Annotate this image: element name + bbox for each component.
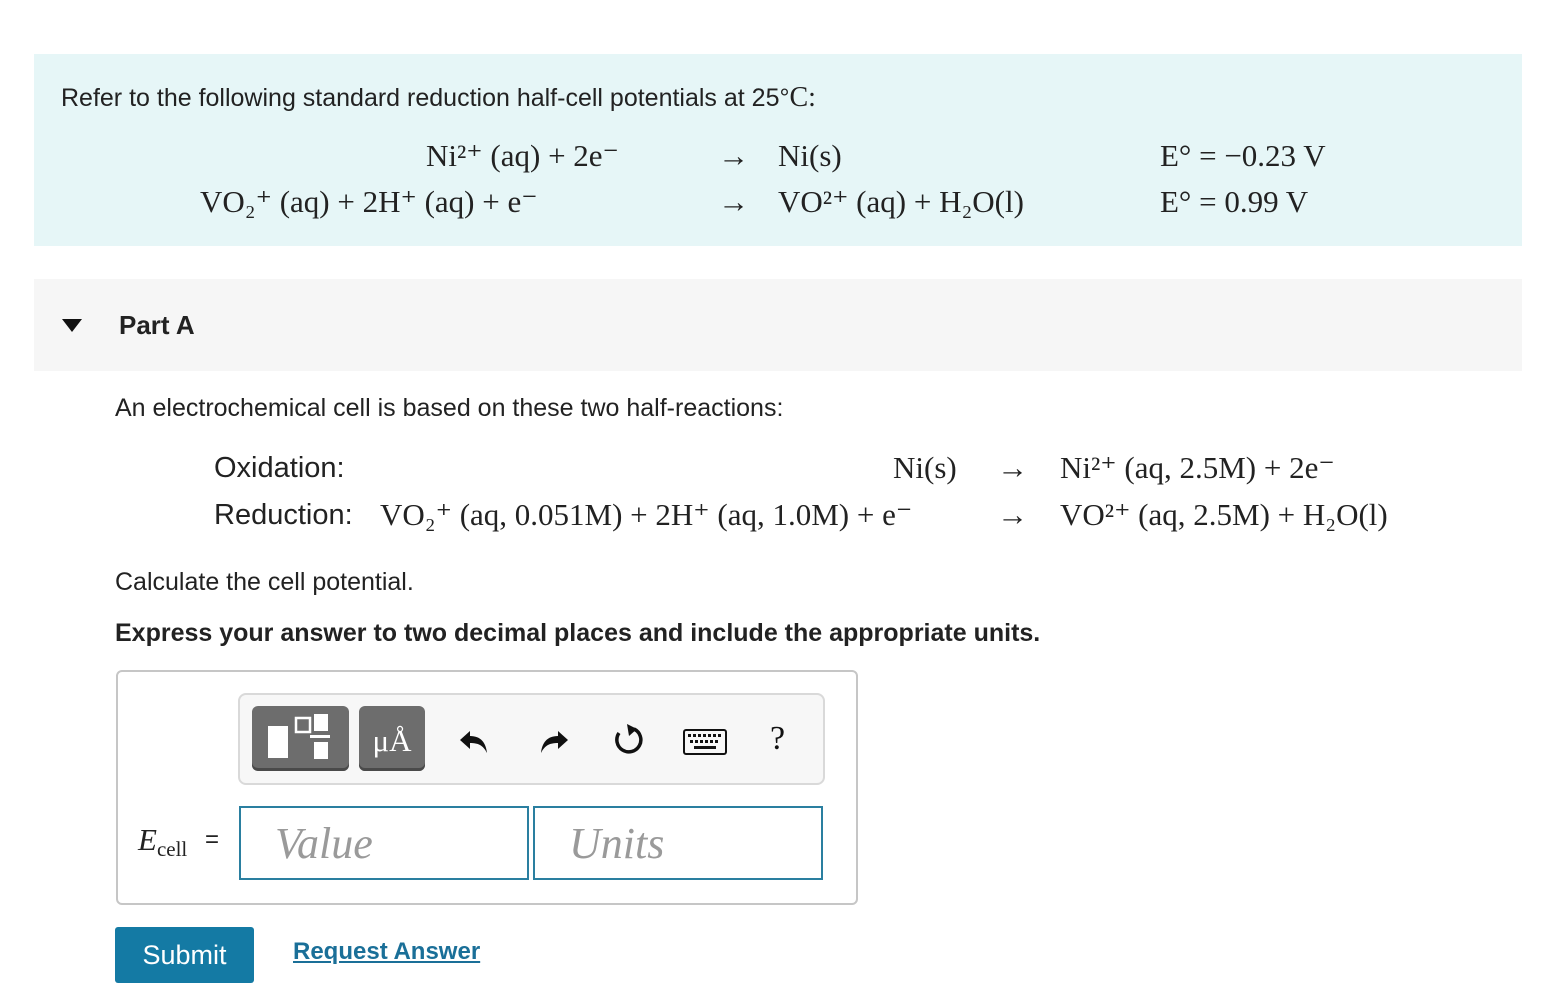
undo-icon[interactable] — [456, 722, 492, 758]
reaction-1-products: Ni(s) — [778, 138, 842, 173]
value-input[interactable] — [239, 806, 529, 880]
request-answer-link[interactable]: Request Answer — [293, 938, 481, 965]
oxidation-label: Oxidation: — [214, 452, 345, 484]
part-header[interactable] — [34, 279, 1522, 371]
reduction-product: VO²⁺ (aq, 2.5M) + H₂O(l) — [1060, 497, 1388, 532]
reset-icon[interactable] — [610, 722, 646, 758]
units-button-label: μÅ — [372, 723, 412, 758]
redo-icon[interactable] — [536, 722, 572, 758]
cell-description: An electrochemical cell is based on these two half-reactions: — [115, 394, 784, 422]
reaction-1-arrow: → — [718, 138, 749, 173]
oxidation-product: Ni²⁺ (aq, 2.5M) + 2e⁻ — [1060, 450, 1335, 485]
ecell-label: Ecell = — [138, 822, 220, 861]
units-input[interactable] — [533, 806, 823, 880]
oxidation-arrow: → — [997, 450, 1028, 485]
fraction-template-icon — [252, 706, 349, 771]
part-title: Part A — [119, 310, 195, 340]
templates-button[interactable] — [252, 706, 349, 771]
answer-instructions: Express your answer to two decimal places and include the appropriate units. — [115, 619, 1041, 647]
reaction-2-potential: E° = 0.99 V — [1160, 184, 1309, 219]
reduction-arrow: → — [997, 497, 1028, 532]
reaction-1-reactants: Ni²⁺ (aq) + 2e⁻ — [426, 138, 619, 173]
reaction-2-products: VO²⁺ (aq) + H₂O(l) — [778, 184, 1024, 219]
reduction-reactant: VO₂⁺ (aq, 0.051M) + 2H⁺ (aq, 1.0M) + e⁻ — [380, 497, 913, 532]
reaction-2-arrow: → — [718, 184, 749, 219]
intro-text: Refer to the following standard reduction half-cell potentials at 25°C: — [61, 82, 816, 113]
question-prompt: Calculate the cell potential. — [115, 568, 414, 596]
keyboard-icon[interactable] — [683, 729, 727, 755]
help-button[interactable]: ? — [770, 720, 786, 757]
reaction-2-reactants: VO₂⁺ (aq) + 2H⁺ (aq) + e⁻ — [200, 184, 538, 219]
submit-button[interactable]: Submit — [115, 927, 254, 983]
reduction-label: Reduction: — [214, 499, 353, 531]
units-button[interactable] — [359, 706, 425, 771]
reaction-1-potential: E° = −0.23 V — [1160, 138, 1326, 173]
collapse-triangle-icon[interactable] — [62, 319, 82, 332]
oxidation-reactant: Ni(s) — [893, 450, 957, 485]
